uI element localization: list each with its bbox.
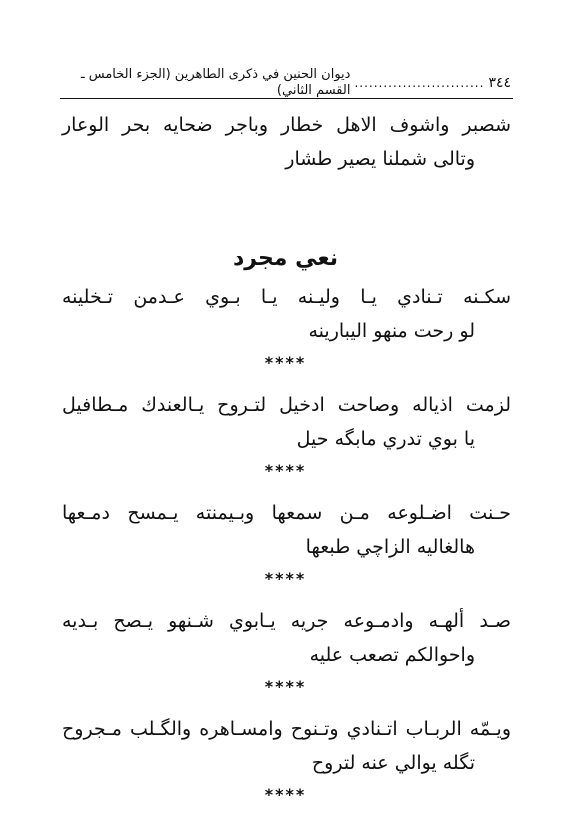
running-header: [60, 67, 511, 98]
verse-line: هالغاليه الزاچي طبعها: [305, 536, 475, 558]
stanza-separator: ****: [264, 461, 307, 480]
verse-line: واحوالكم تصعب عليه: [309, 644, 475, 666]
verse-line: لو رحت منهو اليبارينه: [308, 320, 475, 342]
page-number: ٣٤٤: [488, 75, 511, 91]
stanza-separator: ****: [264, 785, 307, 804]
verse-line: ويـمّه الربـاب اتـنادي وتـنوح وامسـاهره والگـلب مـجروح: [62, 718, 511, 740]
stanza-separator: ****: [264, 569, 307, 588]
header-leader-dots: ...........................: [354, 76, 485, 90]
verse-line: تگله يوالي عنه لتروح: [311, 752, 475, 774]
verse-line: لزمت اذياله وصاحت ادخيل لتـروح يـالعندك مـطافيل: [62, 394, 511, 416]
stanza: [60, 280, 511, 376]
book-title: ديوان الحنين في ذكرى الطاهرين (الجزء الخامس ـ القسم الثاني): [80, 67, 351, 98]
section-title: نعي مجرد: [232, 246, 339, 271]
verse-line: يا بوي تدري مابگه حيل: [296, 428, 475, 450]
poem-body: [60, 108, 511, 820]
opening-stanza: [60, 108, 511, 176]
verse-line: وتالى شملنا يصير طشار: [285, 148, 475, 170]
header-divider: [60, 98, 513, 99]
stanza: [60, 388, 511, 484]
stanza: [60, 604, 511, 700]
stanza: [60, 712, 511, 808]
verse-line: حـنت اضـلوعه مـن سمعها وبـيمنته يـمسح دمـعها: [62, 502, 511, 524]
stanza-separator: ****: [264, 353, 307, 372]
verse-line: سكـنه تـنادي يـا وليـنه يـا بـوي عـدمن تـخلينه: [62, 286, 511, 308]
stanza: [60, 496, 511, 592]
verse-line: شصبر واشوف الاهل خطار وباجر ضحايه بحر الوعار: [62, 114, 511, 136]
verse-line: صـد ألهـه وادمـوعه جريه يـابوي شـنهو يـصح بـديه: [62, 610, 511, 632]
stanza-separator: ****: [264, 677, 307, 696]
